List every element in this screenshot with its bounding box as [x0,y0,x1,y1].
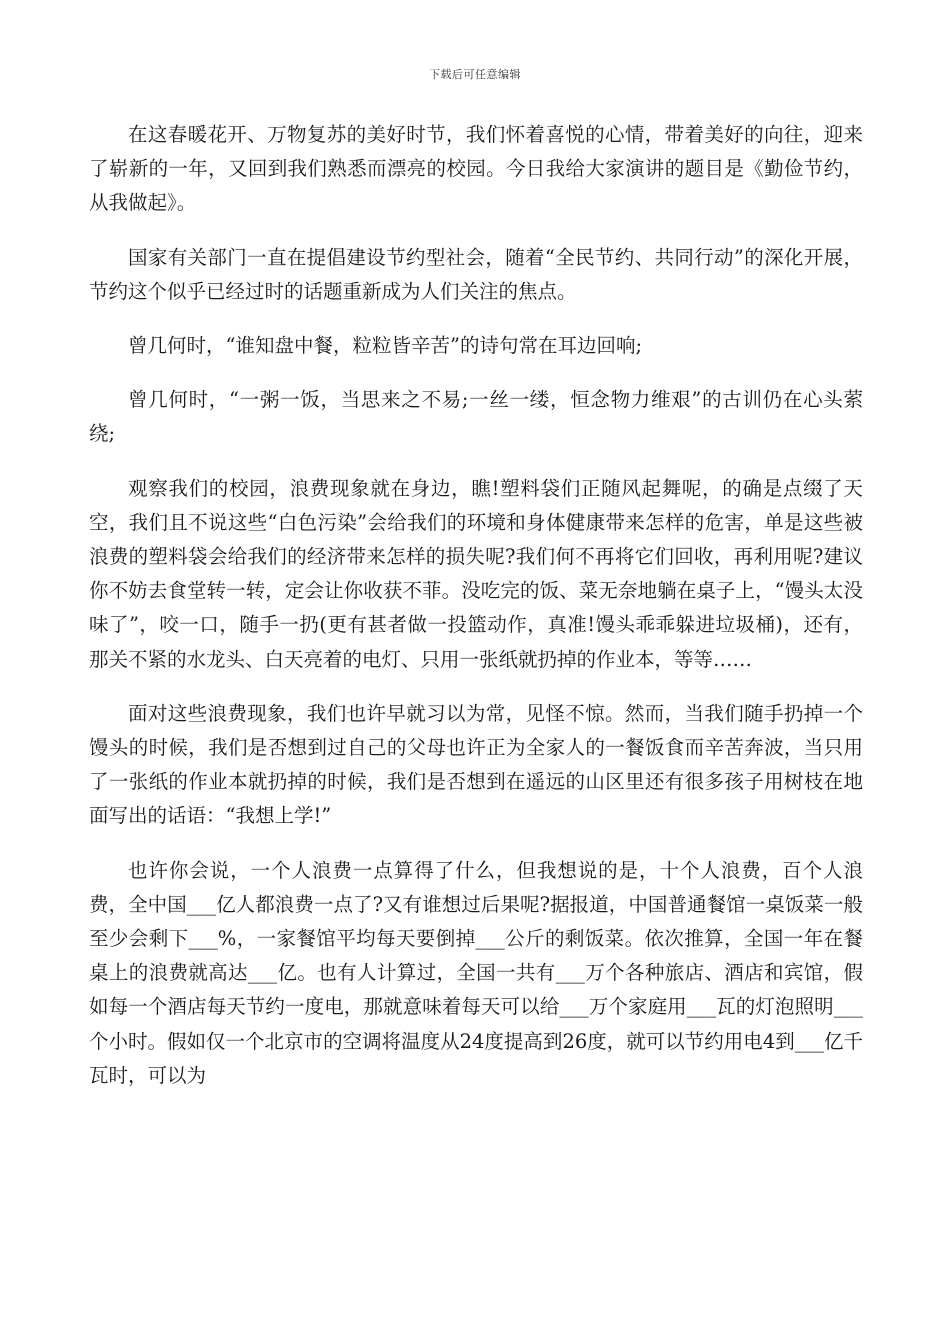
page-header: 下载后可任意编辑 [429,68,521,81]
paragraph: 国家有关部门一直在提倡建设节约型社会，随着“全民节约、共同行动”的深化开展，节约这个似乎已经过时的话题重新成为人们关注的焦点。 [89,245,863,303]
paragraph: 也许你会说，一个人浪费一点算得了什么，但我想说的是，十个人浪费，百个人浪费，全中国___亿人都浪费一点了?又有谁想过后果呢?据报道，中国普通餐馆一桌饭菜一般至少会剩下___%，一家餐馆平均每天要倒掉___公斤的剩饭菜。依次推算，全国一年在餐桌上的浪费就高达___亿。也有人计算过，全国一共有___万个各种旅店、酒店和宾馆，假如每一个酒店每天节约一度电，那就意味着每天可以给___万个家庭用___瓦的灯泡照明___个小时。假如仅一个北京市的空调将温度从24度提高到26度，就可以节约用电4到___亿千瓦时，可以为 [89,858,863,1087]
paragraph: 面对这些浪费现象，我们也许早就习以为常，见怪不惊。然而，当我们随手扔掉一个馒头的时候，我们是否想到过自己的父母也许正为全家人的一餐饭食而辛苦奔波，当只用了一张纸的作业本就扔掉的时候，我们是否想到在遥远的山区里还有很多孩子用树枝在地面写出的话语：“我想上学!” [89,701,863,828]
document-body [89,118,863,1113]
paragraph: 在这春暖花开、万物复苏的美好时节，我们怀着喜悦的心情，带着美好的向往，迎来了崭新的一年，又回到我们熟悉而漂亮的校园。今日我给大家演讲的题目是《勤俭节约，从我做起》。 [89,123,863,215]
paragraph: 曾几何时，“一粥一饭，当思来之不易;一丝一缕，恒念物力维艰”的古训仍在心头萦绕; [89,388,863,446]
paragraph: 观察我们的校园，浪费现象就在身边，瞧!塑料袋们正随风起舞呢，的确是点缀了天空，我们且不说这些“白色污染”会给我们的环境和身体健康带来怎样的危害，单是这些被浪费的塑料袋会给我们的经济带来怎样的损失呢?我们何不再将它们回收，再利用呢?建议你不妨去食堂转一转，定会让你收获不菲。没吃完的饭、菜无奈地躺在桌子上，“馒头太没味了”，咬一口，随手一扔(更有甚者做一投篮动作，真准!馒头乖乖躲进垃圾桶)，还有，那关不紧的水龙头、白天亮着的电灯、只用一张纸就扔掉的作业本，等等…… [89,476,863,671]
paragraph: 曾几何时，“谁知盘中餐，粒粒皆辛苦”的诗句常在耳边回响; [128,334,643,358]
